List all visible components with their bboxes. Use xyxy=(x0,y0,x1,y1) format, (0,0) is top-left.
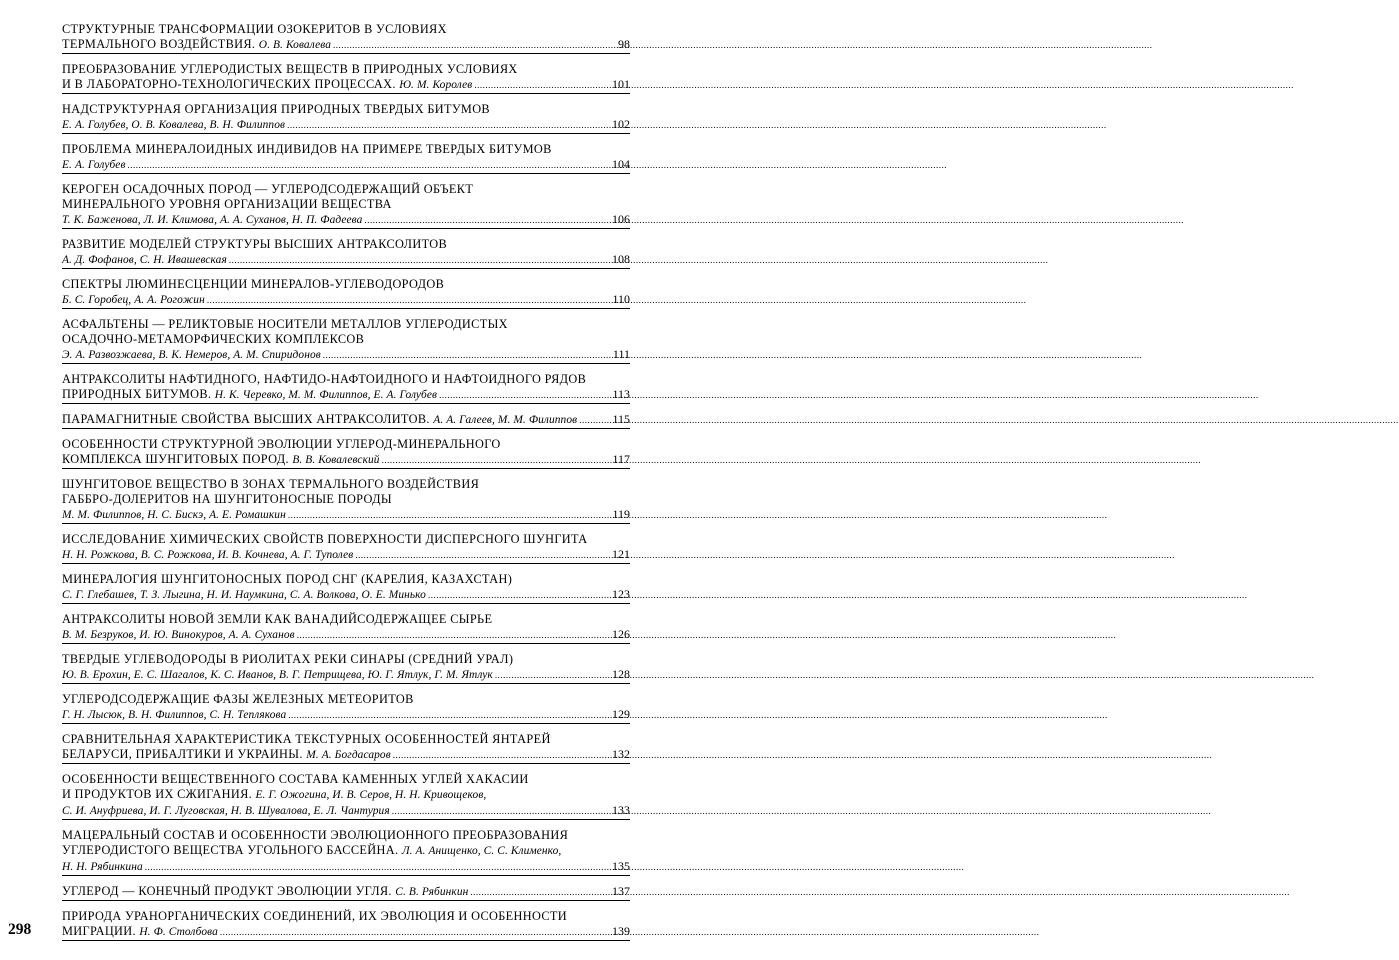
entry-authors: Г. Н. Лысюк, В. Н. Филиппов, С. Н. Теплякова xyxy=(62,709,287,721)
entry-title-line: ОСОБЕННОСТИ ВЕЩЕСТВЕННОГО СОСТАВА КАМЕННЫХ УГЛЕЙ ХАКАСИИ xyxy=(62,772,529,786)
entry-last-line xyxy=(62,412,630,428)
entry-authors: Е. А. Голубев xyxy=(62,159,126,171)
dot-leader xyxy=(495,668,610,683)
entry-last-line xyxy=(62,707,630,723)
toc-entry xyxy=(62,20,630,54)
entry-last-line xyxy=(62,924,630,940)
toc-entry xyxy=(62,826,630,876)
dot-leader xyxy=(220,925,610,940)
entry-page-number: 121 xyxy=(612,547,630,561)
entry-last-line xyxy=(62,452,630,468)
entry-page-number: 133 xyxy=(612,803,630,817)
entry-authors: Ю. М. Королев xyxy=(399,79,473,91)
entry-page-number: 128 xyxy=(612,667,630,681)
entry-page-number: 115 xyxy=(612,412,630,426)
entry-title-line: МАЦЕРАЛЬНЫЙ СОСТАВ И ОСОБЕННОСТИ ЭВОЛЮЦИОННОГО ПРЕОБРАЗОВАНИЯ xyxy=(62,828,569,842)
toc-entry xyxy=(62,730,630,764)
toc-entry xyxy=(62,610,630,644)
entry-authors: С. В. Рябинкин xyxy=(395,886,469,898)
entry-authors: Ю. В. Ерохин, Е. С. Шагалов, К. С. Иванов, В. Г. Петрищева, Ю. Г. Ятлук, Г. М. Ятлук xyxy=(62,669,493,681)
dot-leader xyxy=(393,748,610,763)
entry-title: ТЕРМАЛЬНОГО ВОЗДЕЙСТВИЯ. xyxy=(62,37,259,51)
entry-page-number: 110 xyxy=(612,292,630,306)
toc-entry xyxy=(62,100,630,134)
entry-last-line xyxy=(62,667,630,683)
entry-last-line xyxy=(62,157,630,173)
entry-page-number: 139 xyxy=(612,924,630,938)
toc-entry xyxy=(62,410,630,429)
entry-title-line: ТВЕРДЫЕ УГЛЕВОДОРОДЫ В РИОЛИТАХ РЕКИ СИНАРЫ (СРЕДНИЙ УРАЛ) xyxy=(62,652,514,666)
entry-authors: В. М. Безруков, И. Ю. Винокуров, А. А. Суханов xyxy=(62,629,295,641)
dot-leader xyxy=(207,293,611,308)
entry-page-number: 117 xyxy=(612,452,630,466)
toc-entry xyxy=(62,235,630,269)
toc-entry xyxy=(62,530,630,564)
dot-leader xyxy=(382,453,611,468)
dot-leader xyxy=(145,860,610,875)
entry-last-line xyxy=(62,77,630,93)
entry-title-line: СТРУКТУРНЫЕ ТРАНСФОРМАЦИИ ОЗОКЕРИТОВ В УСЛОВИЯХ xyxy=(62,22,447,36)
entry-title-line: ИССЛЕДОВАНИЕ ХИМИЧЕСКИХ СВОЙСТВ ПОВЕРХНОСТИ ДИСПЕРСНОГО ШУНГИТА xyxy=(62,532,588,546)
dot-leader xyxy=(128,158,610,173)
entry-page-number: 123 xyxy=(612,587,630,601)
dot-leader xyxy=(364,213,610,228)
entry-authors: А. Д. Фофанов, С. Н. Ивашевская xyxy=(62,254,227,266)
entry-page-number: 108 xyxy=(612,252,630,266)
entry-authors: Б. С. Горобец, А. А. Рогожин xyxy=(62,294,205,306)
entry-title-line: СРАВНИТЕЛЬНАЯ ХАРАКТЕРИСТИКА ТЕКСТУРНЫХ ОСОБЕННОСТЕЙ ЯНТАРЕЙ xyxy=(62,732,551,746)
dot-leader xyxy=(579,413,610,428)
entry-page-number: 104 xyxy=(612,157,630,171)
entry-last-line xyxy=(62,117,630,133)
entry-title-line: АСФАЛЬТЕНЫ — РЕЛИКТОВЫЕ НОСИТЕЛИ МЕТАЛЛОВ УГЛЕРОДИСТЫХ xyxy=(62,317,508,331)
toc-entry xyxy=(62,275,630,309)
entry-last-line xyxy=(62,507,630,523)
entry-page-number: 132 xyxy=(612,747,630,761)
dot-leader xyxy=(288,708,610,723)
entry-title-line: АНТРАКСОЛИТЫ НОВОЙ ЗЕМЛИ КАК ВАНАДИЙСОДЕРЖАЩЕЕ СЫРЬЕ xyxy=(62,612,493,626)
entry-title-line: НАДСТРУКТУРНАЯ ОРГАНИЗАЦИЯ ПРИРОДНЫХ ТВЕРДЫХ БИТУМОВ xyxy=(62,102,490,116)
entry-last-line xyxy=(62,547,630,563)
toc-entry xyxy=(62,690,630,724)
dot-leader xyxy=(470,885,610,900)
entry-page-number: 98 xyxy=(618,37,630,51)
dot-leader xyxy=(297,628,610,643)
entry-authors: В. В. Ковалевский xyxy=(292,454,380,466)
dot-leader xyxy=(288,508,611,523)
entry-title-line: ОСОБЕННОСТИ СТРУКТУРНОЙ ЭВОЛЮЦИИ УГЛЕРОД-МИНЕРАЛЬНОГО xyxy=(62,437,501,451)
entry-page-number: 111 xyxy=(612,347,630,361)
entry-page-number: 129 xyxy=(612,707,630,721)
entry-title: КОМПЛЕКСА ШУНГИТОВЫХ ПОРОД. xyxy=(62,452,293,466)
dot-leader xyxy=(355,548,610,563)
entry-page-number: 106 xyxy=(612,212,630,226)
entry-last-line xyxy=(62,347,630,363)
entry-title-line: СПЕКТРЫ ЛЮМИНЕСЦЕНЦИИ МИНЕРАЛОВ-УГЛЕВОДОРОДОВ xyxy=(62,277,445,291)
toc-entry xyxy=(62,60,630,94)
dot-leader xyxy=(428,588,610,603)
entry-title-line: ПРИРОДА УРАНОРГАНИЧЕСКИХ СОЕДИНЕНИЙ, ИХ ЭВОЛЮЦИЯ И ОСОБЕННОСТИ xyxy=(62,909,568,923)
entry-authors: С. И. Ануфриева, И. Г. Луговская, Н. В. Шувалова, Е. Л. Чантурия xyxy=(62,805,390,817)
entry-title-line: ОСАДОЧНО-МЕТАМОРФИЧЕСКИХ КОМПЛЕКСОВ xyxy=(62,332,365,346)
entry-title-line: АНТРАКСОЛИТЫ НАФТИДНОГО, НАФТИДО-НАФТОИДНОГО И НАФТОИДНОГО РЯДОВ xyxy=(62,372,587,386)
entry-last-line xyxy=(62,212,630,228)
dot-leader xyxy=(323,348,611,363)
entry-title-line: УГЛЕРОДСОДЕРЖАЩИЕ ФАЗЫ ЖЕЛЕЗНЫХ МЕТЕОРИТОВ xyxy=(62,692,414,706)
toc-entry xyxy=(62,770,630,820)
entry-page-number: 137 xyxy=(612,884,630,898)
dot-leader xyxy=(333,38,616,53)
entry-title: И В ЛАБОРАТОРНО-ТЕХНОЛОГИЧЕСКИХ ПРОЦЕССАХ. xyxy=(62,77,400,91)
dot-leader xyxy=(439,388,610,403)
entry-last-line xyxy=(62,859,630,875)
entry-page-number: 101 xyxy=(612,77,630,91)
entry-title: БЕЛАРУСИ, ПРИБАЛТИКИ И УКРАИНЫ. xyxy=(62,747,307,761)
entry-authors: Э. А. Развозжаева, В. К. Немеров, А. М. Спиридонов xyxy=(62,349,321,361)
entry-title-line: РАЗВИТИЕ МОДЕЛЕЙ СТРУКТУРЫ ВЫСШИХ АНТРАКСОЛИТОВ xyxy=(62,237,448,251)
entry-page-number: 119 xyxy=(612,507,630,521)
dot-leader xyxy=(287,118,610,133)
toc-entry xyxy=(62,570,630,604)
entry-title-line: И ПРОДУКТОВ ИХ СЖИГАНИЯ. Е. Г. Ожогина, И. В. Серов, Н. Н. Кривощеков, xyxy=(62,787,487,801)
entry-page-number: 126 xyxy=(612,627,630,641)
toc-entry xyxy=(62,180,630,229)
toc-entry xyxy=(62,475,630,524)
entry-authors: Н. Ф. Столбова xyxy=(139,926,218,938)
entry-title-line: ШУНГИТОВОЕ ВЕЩЕСТВО В ЗОНАХ ТЕРМАЛЬНОГО ВОЗДЕЙСТВИЯ xyxy=(62,477,480,491)
entry-last-line xyxy=(62,803,630,819)
entry-authors: Н. Н. Рожкова, В. С. Рожкова, И. В. Кочнева, А. Г. Туполев xyxy=(62,549,354,561)
entry-authors: М. М. Филиппов, Н. С. Бискэ, А. Е. Ромашкин xyxy=(62,509,286,521)
toc-entry xyxy=(62,370,630,404)
toc-entry xyxy=(62,315,630,364)
dot-leader xyxy=(229,253,610,268)
entry-title-line: КЕРОГЕН ОСАДОЧНЫХ ПОРОД — УГЛЕРОДСОДЕРЖАЩИЙ ОБЪЕКТ xyxy=(62,182,474,196)
entry-authors: М. А. Богдасаров xyxy=(306,749,391,761)
entry-title: ПРИРОДНЫХ БИТУМОВ. xyxy=(62,387,215,401)
entry-title-line: ГАББРО-ДОЛЕРИТОВ НА ШУНГИТОНОСНЫЕ ПОРОДЫ xyxy=(62,492,392,506)
entry-last-line xyxy=(62,252,630,268)
entry-last-line xyxy=(62,747,630,763)
entry-page-number: 102 xyxy=(612,117,630,131)
entry-title-line: УГЛЕРОДИСТОГО ВЕЩЕСТВА УГОЛЬНОГО БАССЕЙНА. Л. А. Анищенко, С. С. Клименко, xyxy=(62,843,562,857)
entry-page-number: 113 xyxy=(612,387,630,401)
entry-title: ПАРАМАГНИТНЫЕ СВОЙСТВА ВЫСШИХ АНТРАКСОЛИТОВ. xyxy=(62,412,434,426)
entry-authors: Н. К. Черевко, М. М. Филиппов, Е. А. Голубев xyxy=(214,389,438,401)
entry-last-line xyxy=(62,37,630,53)
table-of-contents xyxy=(62,20,630,941)
entry-last-line xyxy=(62,627,630,643)
entry-authors: А. А. Галеев, М. М. Филиппов xyxy=(433,414,578,426)
entry-last-line xyxy=(62,387,630,403)
entry-last-line xyxy=(62,884,630,900)
entry-authors: Т. К. Баженова, Л. И. Климова, А. А. Суханов, Н. П. Фадеева xyxy=(62,214,363,226)
entry-authors: Е. А. Голубев, О. В. Ковалева, В. Н. Филиппов xyxy=(62,119,286,131)
entry-title-line: ПРОБЛЕМА МИНЕРАЛОИДНЫХ ИНДИВИДОВ НА ПРИМЕРЕ ТВЕРДЫХ БИТУМОВ xyxy=(62,142,552,156)
dot-leader xyxy=(474,78,610,93)
entry-title: МИГРАЦИИ. xyxy=(62,924,140,938)
entry-authors: Н. Н. Рябинкина xyxy=(62,861,143,873)
page-number: 298 xyxy=(8,921,32,938)
entry-title-line: МИНЕРАЛЬНОГО УРОВНЯ ОРГАНИЗАЦИИ ВЕЩЕСТВА xyxy=(62,197,392,211)
entry-authors: С. Г. Глебашев, Т. З. Лыгина, Н. И. Наумкина, С. А. Волкова, О. Е. Минько xyxy=(62,589,426,601)
entry-title: УГЛЕРОД — КОНЕЧНЫЙ ПРОДУКТ ЭВОЛЮЦИИ УГЛЯ. xyxy=(62,884,396,898)
dot-leader xyxy=(392,804,610,819)
toc-entry xyxy=(62,140,630,174)
toc-entry xyxy=(62,435,630,469)
entry-page-number: 135 xyxy=(612,859,630,873)
entry-title-line: МИНЕРАЛОГИЯ ШУНГИТОНОСНЫХ ПОРОД СНГ (КАРЕЛИЯ, КАЗАХСТАН) xyxy=(62,572,513,586)
entry-last-line xyxy=(62,587,630,603)
entry-authors: О. В. Ковалева xyxy=(258,39,331,51)
entry-title-line: ПРЕОБРАЗОВАНИЕ УГЛЕРОДИСТЫХ ВЕЩЕСТВ В ПРИРОДНЫХ УСЛОВИЯХ xyxy=(62,62,518,76)
toc-entry xyxy=(62,882,630,901)
entry-last-line xyxy=(62,292,630,308)
toc-entry xyxy=(62,907,630,941)
toc-entry xyxy=(62,650,630,684)
